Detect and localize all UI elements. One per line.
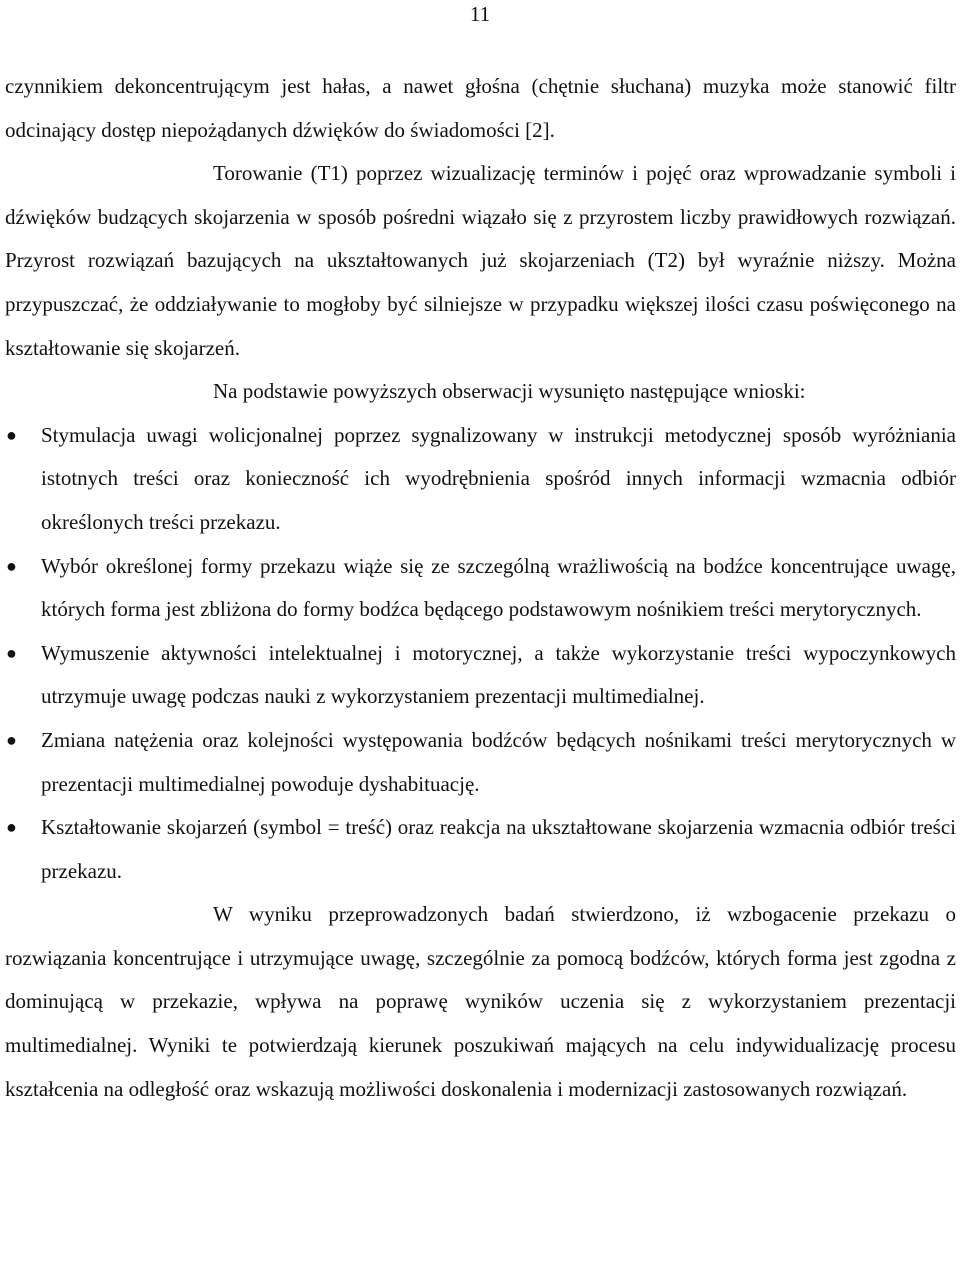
list-item-text: Wymuszenie aktywności intelektualnej i motorycznej, a także wykorzystanie treści wypoczynkowych utrzymuje uwagę podczas nauki z wykorzystaniem prezentacji multimedialnej. (41, 640, 956, 709)
paragraph-priming: Torowanie (T1) poprzez wizualizację terminów i pojęć oraz wprowadzanie symboli i dźwięków budzących skojarzenia w sposób pośredni wiązało się z przyrostem liczby prawidłowych rozwiązań. Przyrost rozwiązań bazujących na ukształtowanych już skojarzeniach (T2) był wyraźnie niższy. Można przypuszczać, że oddziaływanie to mogłoby być silniejsze w przypadku większej ilości czasu poświęconego na kształtowanie się skojarzeń. (5, 161, 956, 360)
paragraph-conclusions-intro: Na podstawie powyższych obserwacji wysunięto następujące wnioski: (213, 379, 806, 404)
bullet-icon: ● (6, 817, 17, 838)
list-item (5, 632, 956, 719)
list-item-text: Stymulacja uwagi wolicjonalnej poprzez sygnalizowany w instrukcji metodycznej sposób wyróżniania istotnych treści oraz konieczność ich wyodrębnienia spośród innych informacji wzmacnia odbiór określonych treści przekazu. (41, 422, 956, 534)
list-item (5, 719, 956, 806)
paragraph-summary: W wyniku przeprowadzonych badań stwierdzono, iż wzbogacenie przekazu o rozwiązania koncentrujące i utrzymujące uwagę, szczególnie za pomocą bodźców, których forma jest zgodna z dominującą w przekazie, wpływa na poprawę wyników uczenia się z wykorzystaniem prezentacji multimedialnej. Wyniki te potwierdzają kierunek poszukiwań mających na celu indywidualizację procesu kształcenia na odległość oraz wskazują możliwości doskonalenia i modernizacji zastosowanych rozwiązań. (5, 902, 956, 1101)
bullet-icon: ● (6, 642, 17, 663)
list-item-text: Kształtowanie skojarzeń (symbol = treść) oraz reakcja na ukształtowane skojarzenia wzmacnia odbiór treści przekazu. (41, 815, 956, 883)
paragraph-continuation: czynnikiem dekoncentrującym jest hałas, a nawet głośna (chętnie słuchana) muzyka może stanowić filtr odcinający dostęp niepożądanych dźwięków do świadomości [2]. (5, 74, 956, 142)
bullet-icon: ● (6, 424, 17, 445)
list-item-text: Wybór określonej formy przekazu wiąże się ze szczególną wrażliwością na bodźce koncentrujące uwagę, których forma jest zbliżona do formy bodźca będącego podstawowym nośnikiem treści merytorycznych. (41, 553, 956, 622)
document-body (5, 65, 956, 1111)
bullet-icon: ● (6, 555, 17, 576)
list-item-text: Zmiana natężenia oraz kolejności występowania bodźców będących nośnikami treści merytorycznych w prezentacji multimedialnej powoduje dyshabituację. (41, 727, 956, 796)
bullet-icon: ● (6, 729, 17, 750)
conclusions-list (5, 414, 956, 894)
page-number: 11 (469, 2, 491, 26)
list-item (5, 806, 956, 893)
list-item (5, 545, 956, 632)
list-item (5, 414, 956, 545)
